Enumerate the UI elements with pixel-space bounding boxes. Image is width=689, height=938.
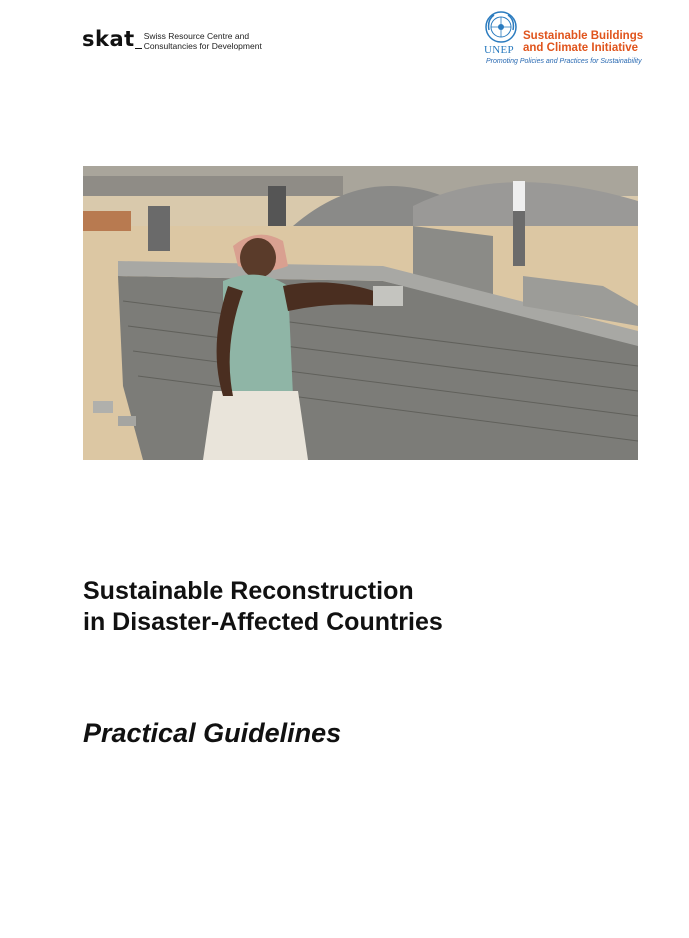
document-subtitle: Practical Guidelines [83, 718, 342, 748]
unep-acronym: UNEP [484, 44, 514, 56]
document-title [83, 576, 643, 638]
sbci-name [523, 30, 643, 54]
sbci-name-line1: Sustainable Buildings [523, 30, 644, 42]
skat-tagline-line1: Swiss Resource Centre and [143, 31, 250, 41]
sbci-name-line2: and Climate Initiative [523, 42, 639, 54]
sbci-tagline: Promoting Policies and Practices for Sustainability [486, 58, 642, 65]
skat-tagline-line2: Consultancies for Development [143, 41, 262, 51]
skat-underline-mark [135, 28, 142, 49]
skat-logo [82, 28, 262, 51]
unep-sbci-logo [484, 10, 644, 70]
title-line2: in Disaster-Affected Countries [83, 608, 443, 636]
title-line1: Sustainable Reconstruction [83, 577, 414, 605]
skat-tagline [144, 31, 262, 51]
un-emblem-icon [484, 10, 518, 44]
skat-wordmark: skat [82, 27, 135, 51]
cover-photo [83, 166, 638, 460]
